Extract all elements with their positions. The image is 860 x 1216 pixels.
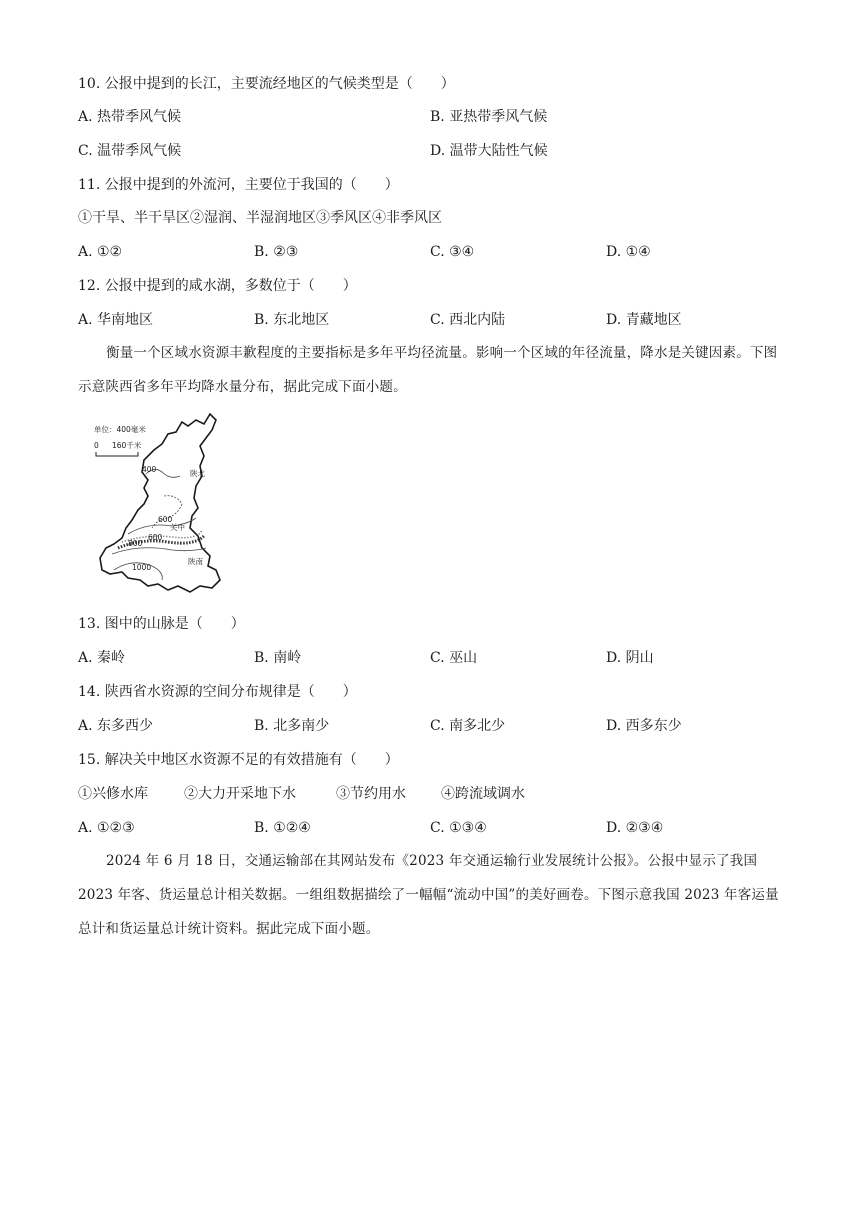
isohyet-800-label: 800 — [128, 539, 143, 548]
map-unit-label: 单位：400毫米 — [94, 425, 146, 434]
q11-option-b: B. ②③ — [254, 244, 299, 260]
q12-option-a: A. 华南地区 — [78, 312, 154, 328]
region-label-central: 关中 — [170, 523, 185, 532]
q10-option-b: B. 亚热带季风气候 — [430, 109, 548, 125]
map-scale-length: 160千米 — [112, 441, 142, 450]
q12-option-b: B. 东北地区 — [254, 312, 330, 328]
q10-option-a: A. 热带季风气候 — [78, 109, 182, 125]
scale-bar — [96, 452, 138, 456]
q12-option-d: D. 青藏地区 — [606, 312, 682, 328]
q11-option-a: A. ①② — [78, 244, 123, 260]
q14-option-c: C. 南多北少 — [430, 718, 506, 734]
question-15-stem: 15. 解决关中地区水资源不足的有效措施有（ ） — [78, 752, 399, 768]
question-13-stem: 13. 图中的山脉是（ ） — [78, 616, 245, 632]
question-11-stem: 11. 公报中提到的外流河，主要位于我国的（ ） — [78, 177, 399, 193]
isohyet-600-label-b: 600 — [148, 533, 163, 542]
q15-option-b: B. ①②④ — [254, 820, 311, 836]
shaanxi-precipitation-map — [92, 410, 232, 598]
passage-transport-statistics: 2024 年 6 月 18 日，交通运输部在其网站发布《2023 年交通运输行业发展统计公报》。公报中显示了我国 2023 年客、货运量总计相关数据。一组组数据描绘了一幅幅“流动中国”的美好画卷。下图示意我国 2023 年客运量总计和货运量总计统计资料。据此完成下面小题。 — [78, 853, 779, 937]
q15-option-d: D. ②③④ — [606, 820, 664, 836]
q14-option-b: B. 北多南少 — [254, 718, 330, 734]
question-11-items: ①干旱、半干旱区②湿润、半湿润地区③季风区④非季风区 — [78, 210, 442, 226]
q11-option-d: D. ①④ — [606, 244, 651, 260]
q15-item-4: ④跨流域调水 — [441, 786, 525, 802]
isohyet-1000-label: 1000 — [132, 563, 152, 572]
q10-option-c: C. 温带季风气候 — [78, 143, 182, 159]
question-14-stem: 14. 陕西省水资源的空间分布规律是（ ） — [78, 684, 357, 700]
q13-option-d: D. 阴山 — [606, 650, 654, 666]
q13-option-a: A. 秦岭 — [78, 650, 126, 666]
region-label-south: 陕南 — [188, 557, 203, 566]
q12-option-c: C. 西北内陆 — [430, 312, 506, 328]
map-scale-zero: 0 — [94, 441, 99, 450]
question-12-stem: 12. 公报中提到的咸水湖，多数位于（ ） — [78, 278, 357, 294]
isohyet-600-label-a: 600 — [158, 515, 173, 524]
q15-item-3: ③节约用水 — [336, 786, 406, 802]
passage-shaanxi-rainfall: 衡量一个区域水资源丰歉程度的主要指标是多年平均径流量。影响一个区域的年径流量，降水是关键因素。下图示意陕西省多年平均降水量分布，据此完成下面小题。 — [78, 345, 778, 395]
q10-option-d: D. 温带大陆性气候 — [430, 143, 548, 159]
q15-item-1: ①兴修水库 — [78, 786, 148, 802]
question-10-stem: 10. 公报中提到的长江，主要流经地区的气候类型是（ ） — [78, 76, 455, 92]
isohyet-400-label: 400 — [142, 465, 157, 474]
q13-option-b: B. 南岭 — [254, 650, 302, 666]
q14-option-d: D. 西多东少 — [606, 718, 682, 734]
q15-option-c: C. ①③④ — [430, 820, 487, 836]
region-label-north: 陕北 — [190, 469, 205, 478]
q11-option-c: C. ③④ — [430, 244, 475, 260]
q15-option-a: A. ①②③ — [78, 820, 135, 836]
q14-option-a: A. 东多西少 — [78, 718, 154, 734]
q13-option-c: C. 巫山 — [430, 650, 478, 666]
q15-item-2: ②大力开采地下水 — [184, 786, 296, 802]
